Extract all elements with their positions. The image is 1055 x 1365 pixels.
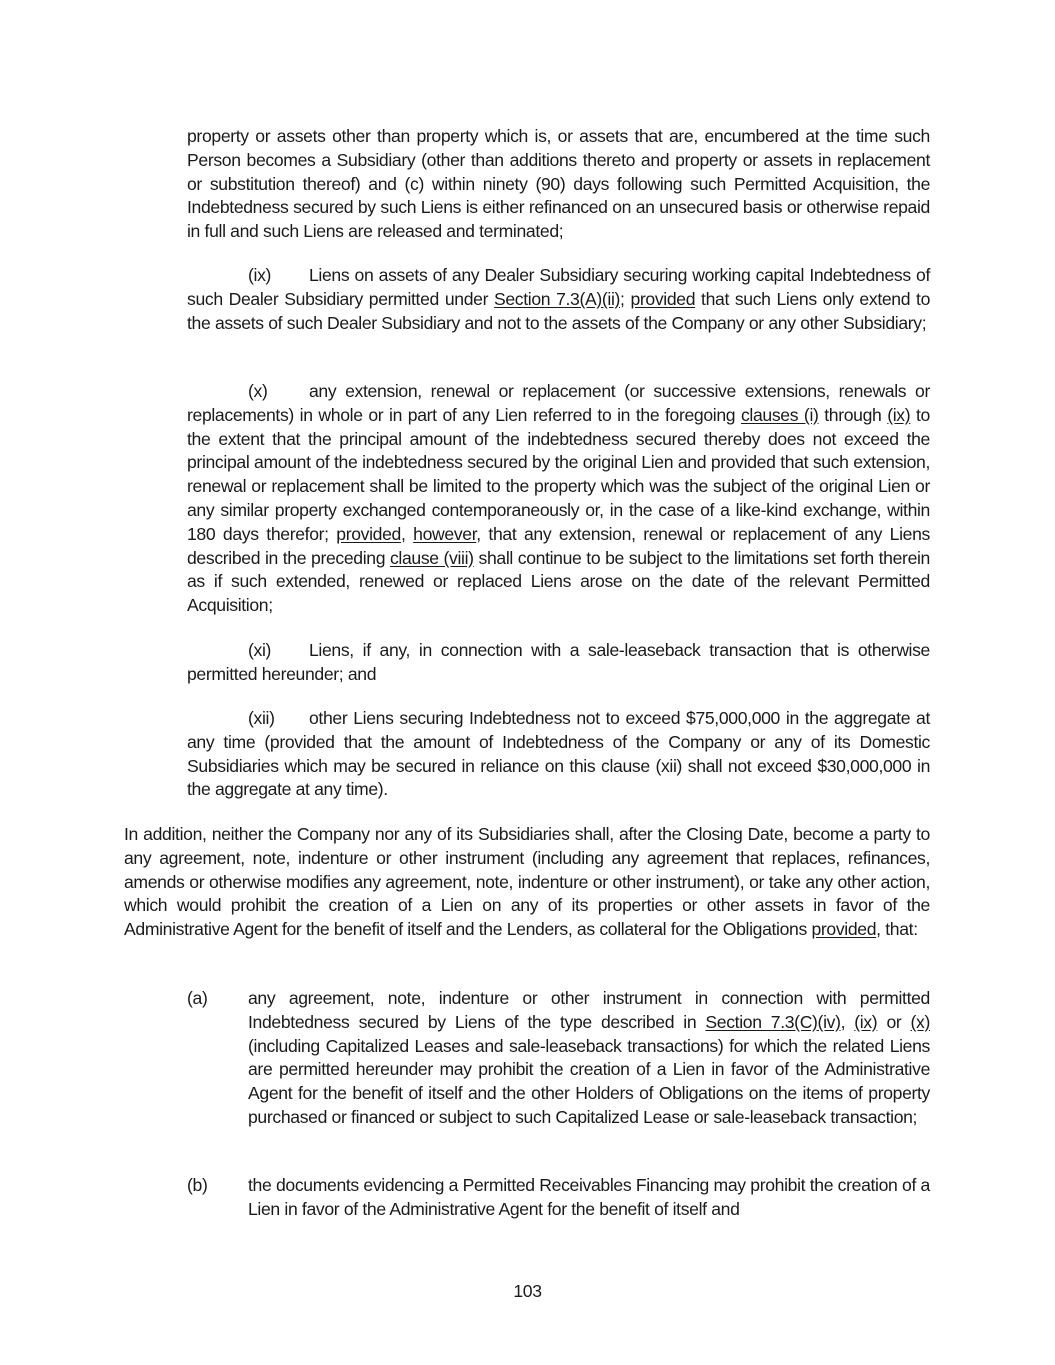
clause-ix-label: (ix): [248, 265, 272, 285]
ref-clauses-i: clauses (i): [740, 404, 819, 425]
clause-xii-label: (xii): [248, 708, 275, 728]
list-item-b-label: (b): [187, 1175, 208, 1195]
list-item-a: any agreement, note, indenture or other instrument in connection with permitted Indebtedness secured by Liens of the type described in Section 7.3(C)(iv), (ix) or (x) (including Capitalized Leases and sale-leaseback transactions) for which the related Liens are permitted hereunder may prohibit the creation of a Lien in favor of the Administrative Agent for the benefit of itself and the other Holders of Obligations on the items of property purchased or financed or subject to such Capitalized Lease or sale-leaseback transaction;: [248, 988, 931, 1127]
provided-underline: provided: [811, 919, 877, 940]
page-number: 103: [513, 1281, 542, 1301]
clause-x: (x) any extension, renewal or replacement (or successive extensions, renewals or replacements) in whole or in part of any Lien referred to in the foregoing clauses (i) through (ix) to the extent that the principal amount of the indebtedness secured thereby does not exceed the principal amount of the indebtedness secured by the original Lien and provided that such extension, renewal or replacement shall be limited to the property which was the subject of the original Lien or any similar property exchanged contemporaneously or, in the case of a like-kind exchange, within 180 days therefor; provided, however, that any extension, renewal or replacement of any Liens described in the preceding clause (viii) shall continue to be subject to the limitations set forth therein as if such extended, renewed or replaced Liens arose on the date of the relevant Permitted Acquisition;: [187, 381, 930, 616]
ref-clause-ix: (ix): [854, 1011, 878, 1032]
paragraph-continuation: property or assets other than property which is, or assets that are, encumbered at the time such Person becomes a Subsidiary (other than additions thereto and property or assets in replacement or substitution thereof) and (c) within ninety (90) days following such Permitted Acquisition, the Indebtedness secured by such Liens is either refinanced on an unsecured basis or otherwise repaid in full and such Liens are released and terminated;: [187, 126, 930, 242]
list-item-b: the documents evidencing a Permitted Receivables Financing may prohibit the creation of a Lien in favor of the Administrative Agent for the benefit of itself and: [248, 1175, 930, 1219]
provided-underline: provided: [630, 288, 696, 309]
ref-clause-viii: clause (viii): [389, 547, 474, 568]
link-section-7-3-a-ii: Section 7.3(A)(ii): [493, 288, 621, 309]
clause-x-label: (x): [248, 381, 268, 401]
clause-ix: (ix) Liens on assets of any Dealer Subsidiary securing working capital Indebtedness of such Dealer Subsidiary permitted under Section 7.3(A)(ii); provided that such Liens only extend to the assets of such Dealer Subsidiary and not to the assets of the Company or any other Subsidiary;: [187, 265, 931, 333]
ref-clause-x: (x): [910, 1011, 931, 1032]
however-underline: however: [413, 523, 477, 544]
link-section-7-3-c-iv: Section 7.3(C)(iv): [705, 1011, 841, 1032]
ref-clause-ix: (ix): [887, 404, 911, 425]
provided-underline: provided: [336, 523, 401, 544]
clause-xi-label: (xi): [248, 640, 272, 660]
paragraph-in-addition: In addition, neither the Company nor any of its Subsidiaries shall, after the Closing Date, become a party to any agreement, note, indenture or other instrument (including any agreement that replaces, refinances, amends or otherwise modifies any agreement, note, indenture or other instrument), or take any other action, which would prohibit the creation of a Lien on any of its properties or other assets in favor of the Administrative Agent for the benefit of itself and the Lenders, as collateral for the Obligations provided, that:: [124, 824, 930, 940]
list-item-a-label: (a): [187, 988, 208, 1008]
clause-xi: (xi) Liens, if any, in connection with a sale-leaseback transaction that is otherwise permitted hereunder; and: [187, 640, 930, 684]
clause-xii: (xii) other Liens securing Indebtedness not to exceed $75,000,000 in the aggregate at any time (provided that the amount of Indebtedness of the Company or any of its Domestic Subsidiaries which may be secured in reliance on this clause (xii) shall not exceed $30,000,000 in the aggregate at any time).: [187, 708, 930, 800]
